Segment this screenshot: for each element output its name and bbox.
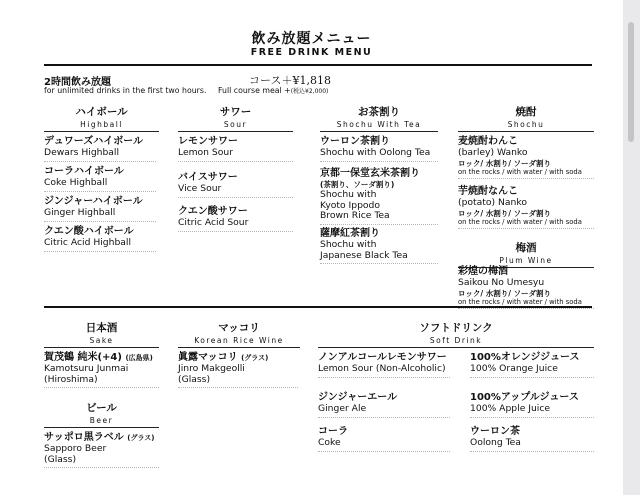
item-name-en: Shochu with	[320, 189, 377, 200]
item-name-en: Coke	[318, 437, 341, 448]
item-name-jp: 眞露マッコリ	[178, 352, 238, 363]
menu-item	[178, 136, 293, 162]
menu-item	[318, 392, 450, 418]
course-meal-label: Full course meal +	[218, 86, 291, 95]
menu-item	[470, 426, 594, 452]
course-price: コース＋¥1,818	[249, 74, 331, 87]
item-serving: (グラス)	[127, 434, 155, 442]
section-header-plum-wine	[458, 240, 594, 268]
item-name-en: Kyoto Ippodo	[320, 199, 381, 211]
menu-item	[320, 168, 438, 225]
serving-options-en: on the rocks / with water / with soda	[458, 297, 582, 306]
section-header-beer	[44, 400, 159, 428]
section-title-jp: ビール	[86, 402, 117, 414]
item-name-en: (barley) Wanko	[458, 147, 528, 158]
menu-item	[178, 206, 293, 232]
item-name-en: Vice Sour	[178, 183, 222, 194]
item-name-en: 100% Orange Juice	[470, 363, 558, 374]
section-title-jp: 焼酎	[515, 106, 537, 118]
item-name-jp: コーラハイボール	[44, 166, 124, 177]
course-meal-note	[218, 86, 328, 95]
section-title-jp: 日本酒	[85, 322, 118, 334]
section-title-jp: ハイボール	[75, 106, 128, 118]
item-name-jp: ジンジャーエール	[318, 392, 398, 403]
section-title-jp: お茶割り	[358, 106, 400, 118]
section-title-jp: 梅酒	[515, 242, 537, 254]
item-name-en: Coke Highball	[44, 177, 108, 188]
section-underline	[44, 131, 159, 132]
item-name-en: (Hiroshima)	[44, 373, 98, 385]
section-title-en: Soft Drink	[429, 336, 483, 345]
section-title-en: Beer	[89, 416, 114, 425]
menu-item	[318, 352, 450, 378]
section-header-shochu	[458, 104, 594, 132]
item-name-jp: レモンサワー	[178, 136, 238, 147]
section-title-jp: ソフトドリンク	[419, 322, 493, 334]
item-name-jp: 芋焼酎なんこ	[458, 186, 518, 197]
item-name-en: Brown Rice Tea	[320, 210, 390, 221]
menu-item	[44, 166, 156, 192]
section-header-soft-drink	[318, 320, 594, 348]
item-name-en: Sapporo Beer	[44, 443, 107, 454]
menu-item	[318, 426, 450, 452]
section-underline	[44, 347, 159, 348]
menu-item	[470, 352, 594, 378]
item-name-jp: 彩煌の梅酒	[458, 266, 508, 277]
item-note-jp: (茶割り、ソーダ割り)	[320, 180, 395, 189]
section-underline	[178, 131, 293, 132]
course-description: for unlimited drinks in the first two hours.	[44, 86, 207, 95]
item-name-jp: 100%オレンジジュース	[470, 352, 580, 363]
item-name-en: Shochu with Oolong Tea	[320, 147, 431, 158]
section-header-highball	[44, 104, 159, 132]
item-name-jp: ジンジャーハイボール	[44, 196, 143, 207]
item-name-en: Citric Acid Highball	[44, 237, 132, 248]
section-title-en: Sake	[89, 336, 114, 345]
item-name-jp: ノンアルコールレモンサワー	[318, 352, 447, 363]
middle-divider	[44, 306, 592, 308]
item-name-en: Ginger Highball	[44, 207, 116, 218]
scrollbar-thumb[interactable]	[628, 22, 634, 142]
item-name-jp: デュワーズハイボール	[44, 136, 143, 147]
section-title-en: Sour	[223, 120, 248, 129]
menu-item	[44, 136, 156, 162]
serving-options-en: on the rocks / with water / with soda	[458, 167, 582, 176]
section-header-sour	[178, 104, 293, 132]
item-name-jp: ウーロン茶割り	[320, 136, 390, 147]
item-name-jp: ウーロン茶	[470, 426, 520, 437]
section-title-en: Plum Wine	[499, 256, 553, 265]
item-origin: (広島県)	[125, 354, 153, 362]
menu-item	[44, 196, 156, 222]
item-name-en: Ginger Ale	[318, 403, 367, 414]
serving-options-jp: ロック/ 水割り/ ソーダ割り	[458, 158, 552, 168]
section-header-sake	[44, 320, 159, 348]
section-title-jp: マッコリ	[218, 322, 260, 334]
item-name-en: (Glass)	[178, 373, 211, 385]
item-name-en: Lemon Sour (Non-Alcoholic)	[318, 363, 446, 374]
section-underline	[318, 347, 594, 348]
item-name-jp: バイスサワー	[178, 172, 238, 183]
item-name-jp: クエン酸サワー	[178, 206, 248, 217]
item-name-en: Saikou No Umesyu	[458, 277, 545, 288]
section-title-en: Shochu With Tea	[336, 120, 422, 129]
item-name-en: (Glass)	[44, 453, 77, 465]
item-name-jp: サッポロ黒ラベル	[44, 432, 124, 443]
page-subtitle: FREE DRINK MENU	[250, 47, 373, 58]
serving-options-jp: ロック/ 水割り/ ソーダ割り	[458, 208, 552, 218]
item-name-jp: クエン酸ハイボール	[44, 226, 134, 237]
menu-item	[178, 172, 293, 198]
item-name-en: Shochu with	[320, 239, 377, 250]
menu-item	[44, 432, 159, 468]
item-name-en: (potato) Nanko	[458, 197, 527, 208]
menu-item	[320, 228, 438, 264]
item-name-jp: 100%アップルジュース	[470, 392, 579, 403]
item-name-jp: コーラ	[318, 426, 348, 437]
menu-item	[44, 226, 156, 252]
section-title-en: Shochu	[507, 120, 545, 129]
menu-item	[178, 352, 298, 388]
course-meal-tax: (税込¥2,000)	[290, 88, 329, 95]
menu-item	[470, 392, 594, 418]
menu-item	[458, 186, 594, 229]
item-name-en: Oolong Tea	[470, 437, 521, 448]
section-header-makgeolli	[178, 320, 300, 348]
item-name-jp: 麦焼酎わんこ	[458, 136, 518, 147]
item-name-en: Lemon Sour	[178, 147, 233, 158]
menu-item	[320, 136, 438, 162]
top-divider	[44, 64, 592, 66]
menu-item	[458, 266, 594, 309]
item-name-jp: 賀茂鶴 純米(+4)	[44, 352, 122, 363]
item-name-en: Jinro Makgeolli	[178, 363, 245, 374]
page-title: 飲み放題メニュー	[251, 31, 372, 47]
section-underline	[178, 347, 300, 348]
section-underline	[320, 131, 438, 132]
item-name-en: 100% Apple Juice	[470, 403, 551, 414]
section-underline	[44, 427, 159, 428]
section-header-tea	[320, 104, 438, 132]
item-name-en: Japanese Black Tea	[320, 249, 408, 261]
item-name-en: Citric Acid Sour	[178, 217, 249, 228]
menu-item	[458, 136, 594, 179]
serving-options-en: on the rocks / with water / with soda	[458, 217, 582, 226]
item-name-en: Dewars Highball	[44, 147, 120, 158]
item-name-en: Kamotsuru Junmai	[44, 363, 129, 374]
item-name-jp: 京都一保堂玄米茶割り	[320, 168, 420, 179]
item-name-jp: 薩摩紅茶割り	[320, 228, 380, 239]
section-underline	[458, 131, 594, 132]
serving-options-jp: ロック/ 水割り/ ソーダ割り	[458, 288, 552, 298]
section-title-en: Highball	[80, 120, 123, 129]
section-title-en: Korean Rice Wine	[194, 336, 284, 345]
section-title-jp: サワー	[219, 106, 252, 118]
menu-item	[44, 352, 159, 388]
course-title: 2時間飲み放題	[44, 77, 111, 88]
item-serving: (グラス)	[241, 354, 269, 362]
